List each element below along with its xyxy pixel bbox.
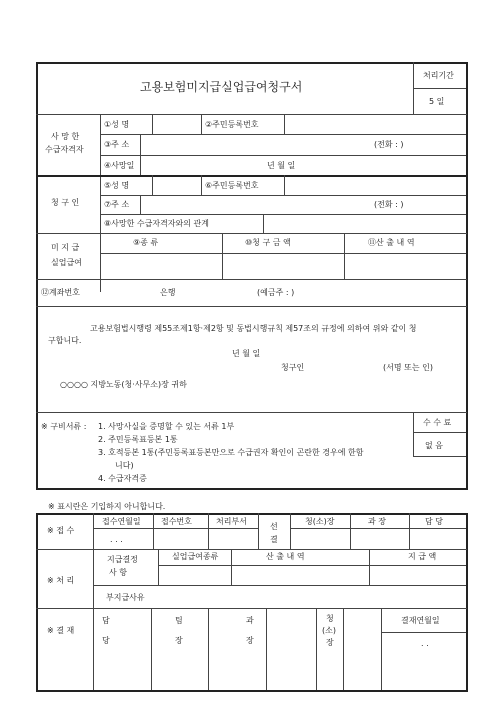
document-item-3: 3. 호적등본 1통(주민등록표등본만으로 수급권자 확인이 곤란한 경우에 한함 [98, 448, 364, 457]
ruling-label: 선 [270, 522, 278, 531]
calculation-label: ⑪산 출 내 역 [368, 238, 415, 247]
document-item-1: 1. 사망사실을 증명할 수 있는 서류 1부 [98, 422, 235, 431]
claimant-name-label: ⑤성 명 [104, 181, 130, 190]
decision-label: 지급결정 [107, 555, 138, 564]
dept-label: 처리부서 [216, 517, 247, 526]
ruling-label-2: 결 [270, 535, 278, 544]
approval-team-label-2: 장 [175, 636, 183, 645]
account-holder-label: (예금주 : ) [257, 288, 295, 297]
deceased-name-label: ①성 명 [104, 120, 130, 129]
processing-period-value: 5 일 [429, 97, 445, 106]
claimant-section-label: 청 구 인 [51, 198, 80, 207]
approval-head-label: 청 [326, 614, 334, 623]
process-label: ※ 처 리 [47, 576, 75, 585]
processing-period-label: 처리기간 [423, 71, 454, 80]
death-date-format: 년 월 일 [267, 161, 296, 170]
fee-value: 없 음 [425, 441, 443, 450]
deceased-phone-label: (전화 : ) [374, 140, 404, 149]
chief-office-label: 청(소)장 [305, 517, 335, 526]
receipt-label: ※ 접 수 [47, 526, 75, 535]
receipt-date-label: 접수연월일 [102, 517, 141, 526]
approval-dept-label-2: 장 [246, 636, 254, 645]
account-label: ⑫계좌번호 [41, 288, 80, 297]
approval-date-dots: . . [421, 639, 429, 648]
receipt-date-dots: . . . [110, 535, 123, 544]
section-chief-label: 과 장 [368, 517, 386, 526]
unpaid-section-label-2: 실업급여 [51, 258, 82, 267]
deceased-rrn-label: ②주민등록번호 [205, 120, 259, 129]
deceased-address-label: ③주 소 [104, 140, 130, 149]
form-title: 고용보험미지급실업급여청구서 [140, 80, 303, 94]
decision-label-2: 사 항 [109, 568, 127, 577]
fee-label: 수 수 료 [423, 418, 452, 427]
process-calc-label: 산 출 내 역 [266, 552, 305, 561]
unpaid-section-label: 미 지 급 [51, 243, 80, 252]
deceased-section-label: 사 망 한 [51, 132, 80, 141]
approval-date-label: 결재연월일 [401, 616, 440, 625]
addressee: ○○○○ 지방노동(청·사무소)장 귀하 [60, 380, 187, 389]
benefit-type-label: ⑨종 류 [133, 238, 159, 247]
sign-or-seal-label: (서명 또는 인) [383, 363, 433, 372]
claimant-address-label: ⑦주 소 [104, 200, 130, 209]
office-note: ※ 표시란은 기입하지 아니합니다. [48, 502, 166, 511]
deceased-section-label-2: 수급자격자 [45, 145, 84, 154]
claim-amount-label: ⑩청 구 금 액 [245, 238, 291, 247]
payment-amount-label: 지 급 액 [408, 552, 437, 561]
claimant-rrn-label: ⑥주민등록번호 [205, 181, 259, 190]
approval-label: ※ 결 재 [47, 626, 75, 635]
benefit-kind-label: 실업급여종류 [172, 552, 219, 561]
statement-text: 고용보험법시행령 제55조제1항·제2항 및 동법시행규칙 제57조의 규정에 의하여 위와 같이 청 [90, 324, 417, 333]
document-item-2: 2. 주민등록표등본 1통 [98, 435, 178, 444]
bank-label: 은행 [160, 288, 176, 297]
claimant-sign-label: 청구인 [281, 363, 305, 372]
nonpayment-reason-label: 부지급사유 [106, 593, 145, 602]
document-item-3-cont: 니다) [115, 461, 134, 470]
approval-team-label: 팀 [175, 616, 183, 625]
approval-head-label-3: 장 [326, 638, 334, 647]
approval-staff-label: 담 [102, 616, 110, 625]
document-item-4: 4. 수급자격증 [98, 474, 147, 483]
claimant-phone-label: (전화 : ) [374, 200, 404, 209]
death-date-label: ④사망일 [104, 161, 135, 170]
in-charge-label: 담 당 [425, 517, 443, 526]
documents-label: ※ 구비서류 : [41, 422, 87, 431]
statement-text-2: 구합니다. [48, 336, 82, 345]
approval-dept-label: 과 [246, 616, 254, 625]
relation-label: ⑧사망한 수급자격자와의 관계 [104, 219, 209, 228]
approval-staff-label-2: 당 [102, 636, 110, 645]
approval-head-label-2: (소) [322, 626, 336, 635]
statement-date: 년 월 일 [232, 349, 261, 358]
receipt-no-label: 접수번호 [161, 517, 192, 526]
